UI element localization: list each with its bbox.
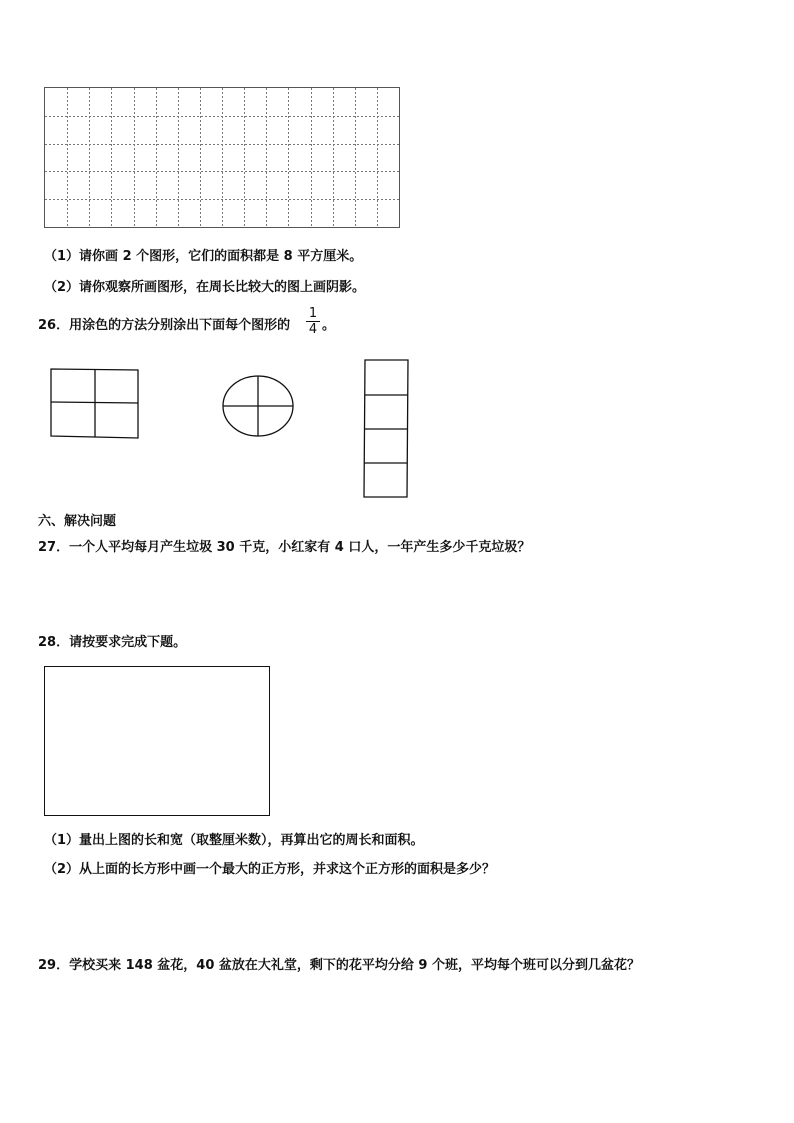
q28-sub2: （2）从上面的长方形中画一个最大的正方形，并求这个正方形的面积是多少？ bbox=[44, 862, 496, 877]
fraction-denominator: 4 bbox=[308, 322, 318, 337]
q29-text: 29．学校买来 148 盆花，40 盆放在大礼堂，剩下的花平均分给 9 个班，平均每个班可以分到几盆花？ bbox=[38, 958, 640, 973]
q28-sub1: （1）量出上图的长和宽（取整厘米数），再算出它的周长和面积。 bbox=[44, 833, 424, 848]
dotted-grid bbox=[44, 87, 400, 228]
measure-rectangle bbox=[44, 666, 270, 816]
q25-sub2: （2）请你观察所画图形，在周长比较大的图上画阴影。 bbox=[44, 280, 366, 295]
q28-text: 28．请按要求完成下题。 bbox=[38, 635, 187, 650]
square-divided-in-four bbox=[48, 366, 142, 440]
q26-end: 。 bbox=[322, 318, 336, 333]
q27-text: 27．一个人平均每月产生垃圾 30 千克，小红家有 4 口人，一年产生多少千克垃圾？ bbox=[38, 540, 531, 555]
fraction-numerator: 1 bbox=[308, 306, 318, 321]
q26-text: 26．用涂色的方法分别涂出下面每个图形的 bbox=[38, 318, 291, 333]
circle-divided-in-four bbox=[220, 373, 296, 439]
fraction-one-quarter bbox=[306, 307, 320, 336]
section-title: 六、解决问题 bbox=[38, 514, 117, 529]
grid-lines bbox=[45, 88, 399, 227]
column-of-four-squares bbox=[362, 358, 410, 500]
square-horizontal-divider bbox=[51, 402, 138, 403]
q25-sub1: （1）请你画 2 个图形，它们的面积都是 8 平方厘米。 bbox=[44, 249, 363, 264]
